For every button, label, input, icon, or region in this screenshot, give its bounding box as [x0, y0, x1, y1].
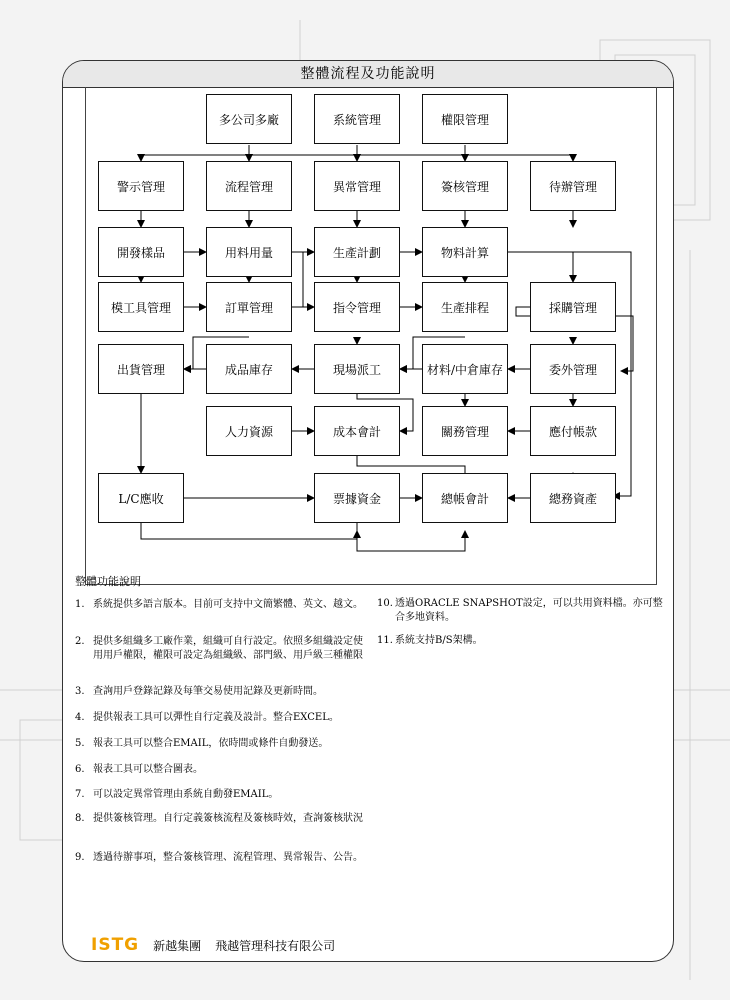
node-general-assets: 總務資產 [530, 473, 616, 523]
istg-logo: ISTG [91, 935, 140, 955]
note-text: 查詢用戶登錄記錄及每筆交易使用記錄及更新時間。 [93, 686, 323, 697]
node-order: 訂單管理 [206, 282, 292, 332]
node-lc-receivable: L/C應收 [98, 473, 184, 523]
note-text: 可以設定異常管理由系統自動發EMAIL。 [93, 789, 279, 800]
note-text: 提供多組織多工廠作業，組織可自行設定。依照多組織設定使用用戶權限，權限可設定為組織級、部門級、用戶級三種權限 [93, 636, 363, 661]
note-number: 3. [75, 686, 85, 697]
node-customs: 關務管理 [422, 406, 508, 456]
node-notes-funds: 票據資金 [314, 473, 400, 523]
note-text: 提供簽核管理。自行定義簽核流程及簽核時效，查詢簽核狀況 [93, 813, 363, 824]
node-mrp: 物料計算 [422, 227, 508, 277]
note-text: 報表工具可以整合圖表。 [93, 764, 203, 775]
note-number: 5. [75, 738, 85, 749]
note-number: 1. [75, 599, 85, 610]
node-signoff: 簽核管理 [422, 161, 508, 211]
note-number: 10. [377, 598, 393, 609]
flow-card [62, 60, 674, 962]
node-scheduling: 生產排程 [422, 282, 508, 332]
company-name: 飛越管理科技有限公司 [215, 938, 336, 953]
note-number: 2. [75, 636, 85, 647]
node-purchasing: 採購管理 [530, 282, 616, 332]
node-material-usage: 用料用量 [206, 227, 292, 277]
group-name: 新越集團 [153, 938, 202, 953]
node-outsourcing: 委外管理 [530, 344, 616, 394]
node-exception: 異常管理 [314, 161, 400, 211]
node-alert: 警示管理 [98, 161, 184, 211]
node-fg-inventory: 成品庫存 [206, 344, 292, 394]
note-number: 7. [75, 789, 85, 800]
node-payable: 應付帳款 [530, 406, 616, 456]
footer [91, 935, 349, 955]
node-cost-accounting: 成本會計 [314, 406, 400, 456]
node-hr: 人力資源 [206, 406, 292, 456]
note-number: 9. [75, 852, 85, 863]
node-material-inventory: 材料/中倉庫存 [422, 344, 508, 394]
node-shipping: 出貨管理 [98, 344, 184, 394]
note-text: 系統支持B/S架構。 [395, 635, 483, 646]
notes-title: 整體功能說明 [75, 575, 141, 588]
node-general-ledger: 總帳會計 [422, 473, 508, 523]
node-todo: 待辦管理 [530, 161, 616, 211]
node-multi-company: 多公司多廠 [206, 94, 292, 144]
note-text: 提供報表工具可以彈性自行定義及設計。整合EXCEL。 [93, 712, 339, 723]
note-number: 8. [75, 813, 85, 824]
note-number: 4. [75, 712, 85, 723]
node-instruction: 指令管理 [314, 282, 400, 332]
node-permission: 權限管理 [422, 94, 508, 144]
node-workflow: 流程管理 [206, 161, 292, 211]
page-title: 整體流程及功能說明 [63, 61, 673, 88]
note-text: 報表工具可以整合EMAIL，依時間或條件自動發送。 [93, 738, 329, 749]
note-text: 系統提供多語言版本。目前可支持中文簡繁體、英文、越文。 [93, 599, 363, 610]
node-dispatch: 現場派工 [314, 344, 400, 394]
note-number: 11. [377, 635, 393, 646]
note-text: 透過ORACLE SNAPSHOT設定，可以共用資料檔。亦可整合多地資料。 [395, 598, 663, 623]
note-text: 透過待辦事項，整合簽核管理、流程管理、異常報告、公告。 [93, 852, 363, 863]
node-system-admin: 系統管理 [314, 94, 400, 144]
node-sample-dev: 開發樣品 [98, 227, 184, 277]
note-number: 6. [75, 764, 85, 775]
node-mold-tool: 模工具管理 [98, 282, 184, 332]
node-production-plan: 生產計劃 [314, 227, 400, 277]
